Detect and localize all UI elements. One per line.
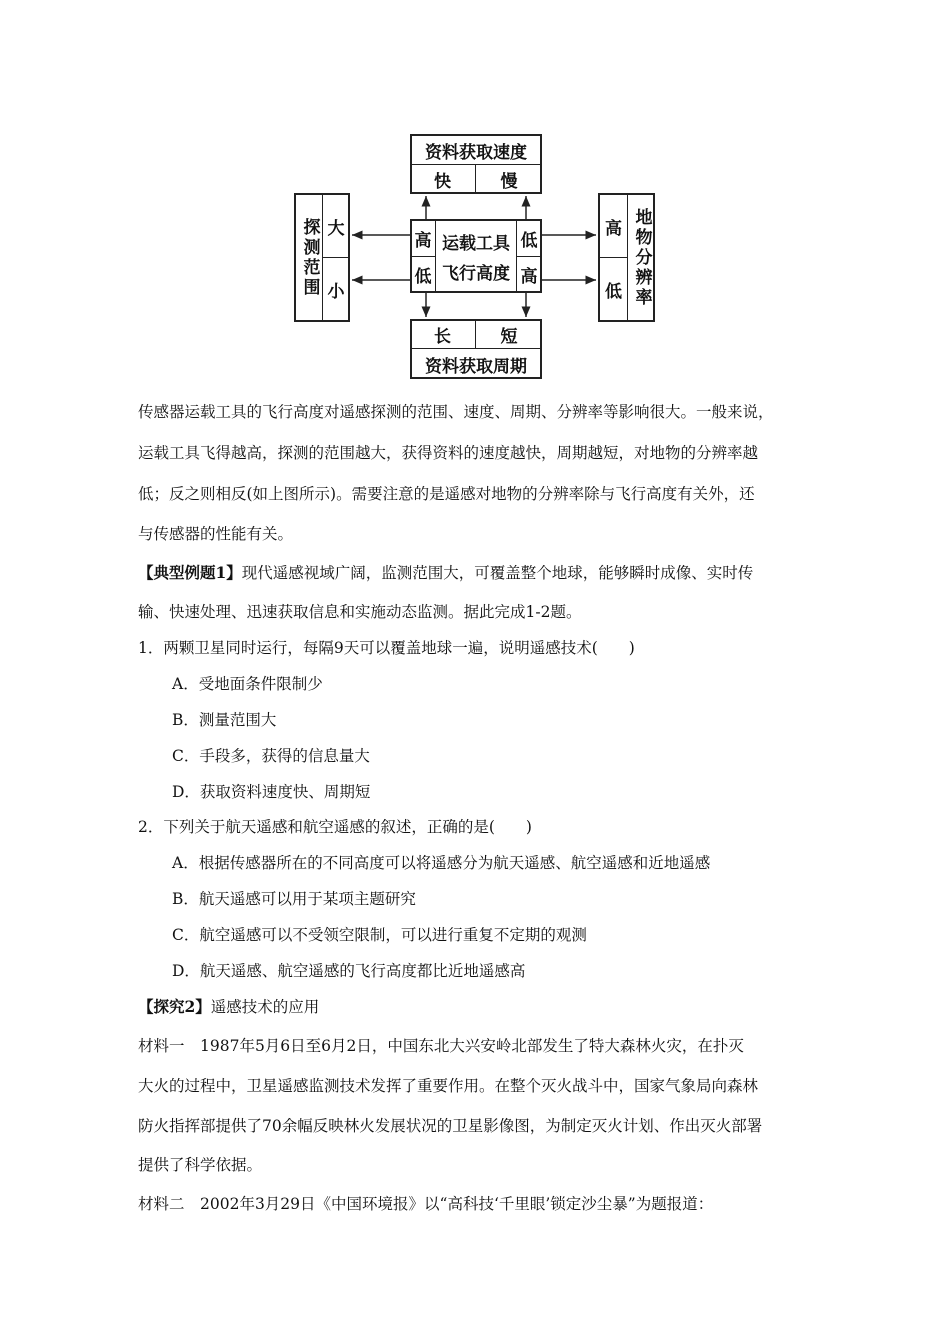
question-2-option-d: D．航天遥感、航空遥感的飞行高度都比近地遥感高 bbox=[172, 962, 526, 980]
material-1-line-2: 大火的过程中，卫星遥感监测技术发挥了重要作用。在整个灭火战斗中，国家气象局向森林 bbox=[138, 1077, 759, 1095]
speed-slow-label: 慢 bbox=[500, 171, 518, 192]
center-left-low-label: 低 bbox=[414, 267, 432, 287]
question-1-option-d: D．获取资料速度快、周期短 bbox=[172, 783, 371, 801]
question-1-stem: 1．两颗卫星同时运行，每隔9天可以覆盖地球一遍，说明遥感技术( ) bbox=[138, 639, 635, 657]
intro-line-4: 与传感器的性能有关。 bbox=[138, 525, 294, 543]
range-large-label: 大 bbox=[327, 218, 345, 239]
intro-line-3: 低；反之则相反(如上图所示)。需要注意的是遥感对地物的分辨率除与飞行高度有关外，还 bbox=[138, 485, 755, 503]
resolution-box-title: 地物分辨率 bbox=[631, 208, 652, 308]
material-2-line-1: 材料二 2002年3月29日《中国环境报》以“高科技‘千里眼’锁定沙尘暴”为题报道： bbox=[138, 1195, 714, 1213]
resolution-low-label: 低 bbox=[605, 281, 622, 302]
example-tag: 【典型例题1】 bbox=[138, 563, 242, 582]
cycle-short-label: 短 bbox=[500, 326, 518, 347]
resolution-high-label: 高 bbox=[605, 218, 622, 239]
speed-box-title: 资料获取速度 bbox=[425, 142, 527, 163]
question-2-option-c: C．航空遥感可以不受领空限制，可以进行重复不定期的观测 bbox=[172, 926, 587, 944]
material-1-line-3: 防火指挥部提供了70余幅反映林火发展状况的卫星影像图，为制定灭火计划、作出灭火部署 bbox=[138, 1117, 763, 1135]
center-right-low-label: 低 bbox=[520, 231, 538, 251]
question-1-option-a: A．受地面条件限制少 bbox=[172, 675, 323, 693]
range-small-label: 小 bbox=[327, 281, 345, 302]
cycle-long-label: 长 bbox=[434, 326, 451, 347]
center-left-high-label: 高 bbox=[414, 231, 432, 251]
material-1-line-1: 材料一 1987年5月6日至6月2日，中国东北大兴安岭北部发生了特大森林火灾，在扑灭 bbox=[138, 1037, 744, 1055]
question-1-option-b: B．测量范围大 bbox=[172, 711, 277, 729]
speed-fast-label: 快 bbox=[434, 171, 451, 192]
intro-line-1: 传感器运载工具的飞行高度对遥感探测的范围、速度、周期、分辨率等影响很大。一般来说， bbox=[138, 403, 774, 421]
example-line-1 bbox=[138, 563, 828, 583]
diagram-arrows bbox=[0, 0, 950, 400]
explore-title: 遥感技术的应用 bbox=[210, 998, 320, 1016]
intro-line-2: 运载工具飞得越高，探测的范围越大，获得资料的速度越快，周期越短，对地物的分辨率越 bbox=[138, 444, 759, 462]
example-text-1: 现代遥感视域广阔，监测范围大，可覆盖整个地球，能够瞬时成像、实时传 bbox=[241, 564, 754, 582]
material-1-line-4: 提供了科学依据。 bbox=[138, 1156, 263, 1174]
example-line-2: 输、快速处理、迅速获取信息和实施动态监测。据此完成1-2题。 bbox=[138, 603, 582, 621]
question-2-stem: 2．下列关于航天遥感和航空遥感的叙述，正确的是( ) bbox=[138, 818, 532, 836]
question-2-option-b: B．航天遥感可以用于某项主题研究 bbox=[172, 890, 416, 908]
question-2-option-a: A．根据传感器所在的不同高度可以将遥感分为航天遥感、航空遥感和近地遥感 bbox=[172, 854, 711, 872]
range-box-title: 探测范围 bbox=[299, 218, 320, 298]
cycle-box-title: 资料获取周期 bbox=[425, 356, 527, 377]
explore-heading bbox=[138, 997, 828, 1017]
center-title-line1: 运载工具 bbox=[442, 233, 510, 254]
center-right-high-label: 高 bbox=[520, 267, 538, 287]
question-1-option-c: C．手段多，获得的信息量大 bbox=[172, 747, 370, 765]
center-title-line2: 飞行高度 bbox=[442, 263, 510, 284]
explore-tag: 【探究2】 bbox=[138, 997, 211, 1016]
